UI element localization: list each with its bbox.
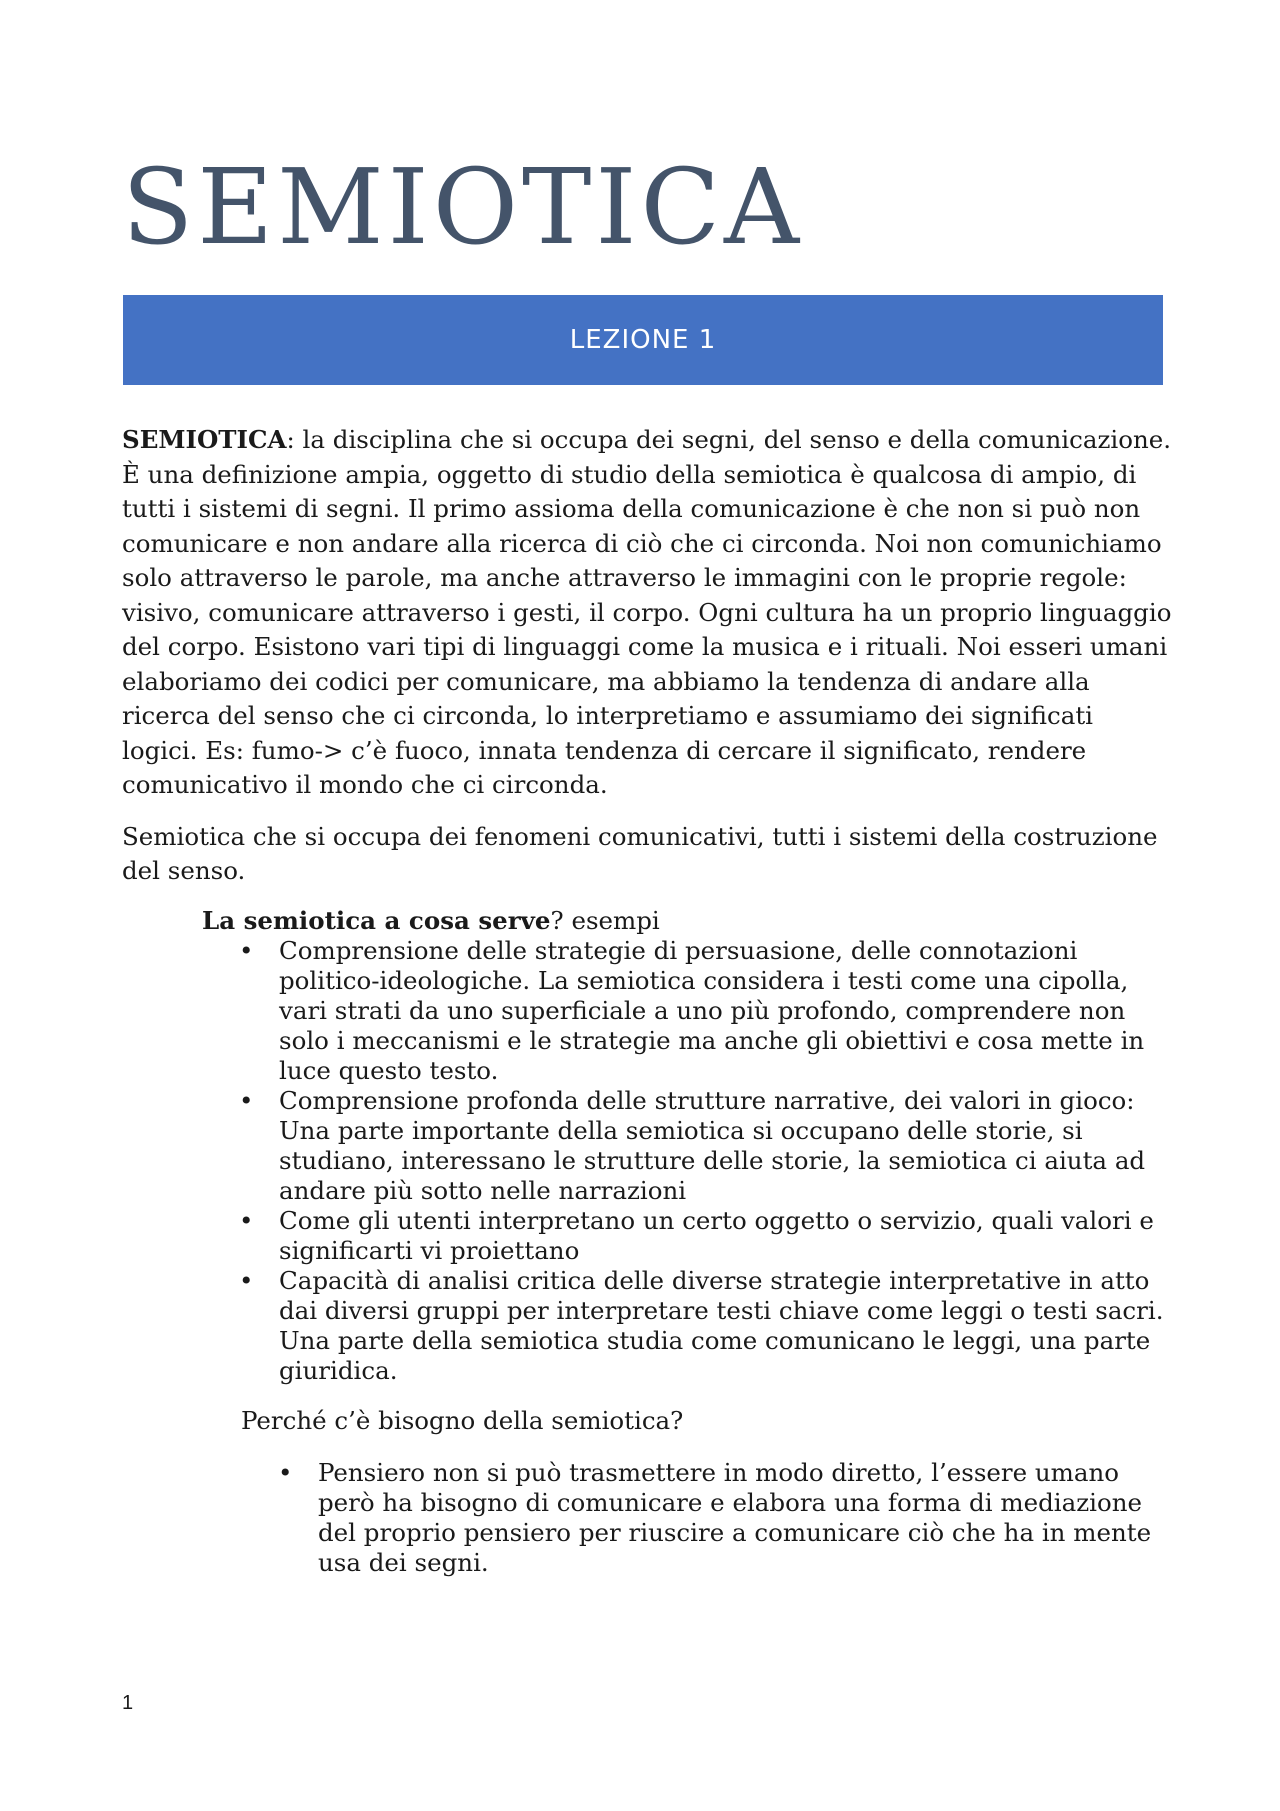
need-list	[122, 1458, 1172, 1578]
uses-lead-rest: ? esempi	[550, 905, 660, 935]
intro-term: SEMIOTICA	[122, 425, 287, 454]
uses-lead	[202, 906, 1172, 936]
document-body	[122, 423, 1172, 1578]
list-item: • Come gli utenti interpretano un certo oggetto o servizio, quali valori e significarti vi proiettano	[279, 1206, 1172, 1266]
intro-text: : la disciplina che si occupa dei segni, del senso e della comunicazione. È una definizione ampia, oggetto di studio della semiotica è qualcosa di ampio, di tutti i sistemi di segni. Il primo assioma della comunicazione è che non si può non comunicare e non andare alla ricerca di ciò che ci circonda. Noi non comunichiamo solo attraverso le parole, ma anche attraverso le immagini con le proprie regole: visivo, comunicare attraverso i gesti, il corpo. Ogni cultura ha un proprio linguaggio del corpo. Esistono vari tipi di linguaggi come la musica e i rituali. Noi esseri umani elaboriamo dei codici per comunicare, ma abbiamo la tendenza di andare alla ricerca del senso che ci circonda, lo interpretiamo e assumiamo dei significati logici. Es: fumo-> c’è fuoco, innata tendenza di cercare il significato, rendere comunicativo il mondo che ci circonda.	[122, 425, 1172, 799]
list-item: • Comprensione profonda delle strutture narrative, dei valori in gioco: Una parte importante della semiotica si occupano delle storie, si studiano, interessano le strutture delle storie, la semiotica ci aiuta ad andare più sotto nelle narrazioni	[279, 1086, 1172, 1206]
list-item: • Comprensione delle strategie di persuasione, delle connotazioni politico-ideologiche. La semiotica considera i testi come una cipolla, vari strati da uno superficiale a uno più profondo, comprendere non solo i meccanismi e le strategie ma anche gli obiettivi e cosa mette in luce questo testo.	[279, 936, 1172, 1086]
uses-lead-bold: La semiotica a cosa serve	[202, 905, 551, 935]
second-paragraph: Semiotica che si occupa dei fenomeni comunicativi, tutti i sistemi della costruzione del senso.	[122, 821, 1158, 885]
lesson-heading-bar	[123, 295, 1163, 385]
list-item: • Pensiero non si può trasmettere in modo diretto, l’essere umano però ha bisogno di comunicare e elabora una forma di mediazione del proprio pensiero per riuscire a comunicare ciò che ha in mente usa dei segni.	[318, 1458, 1172, 1578]
uses-section	[202, 906, 1172, 1386]
list-item: • Capacità di analisi critica delle diverse strategie interpretative in atto dai diversi gruppi per interpretare testi chiave come leggi o testi sacri. Una parte della semiotica studia come comunicano le leggi, una parte giuridica.	[279, 1266, 1172, 1386]
intro-paragraph	[122, 423, 1172, 803]
document-title: SEMIOTICA	[122, 146, 804, 268]
uses-list	[202, 936, 1172, 1386]
lesson-heading: LEZIONE 1	[569, 325, 717, 355]
need-question: Perché c’è bisogno della semiotica?	[241, 1405, 684, 1435]
page-number: 1	[122, 1692, 134, 1714]
